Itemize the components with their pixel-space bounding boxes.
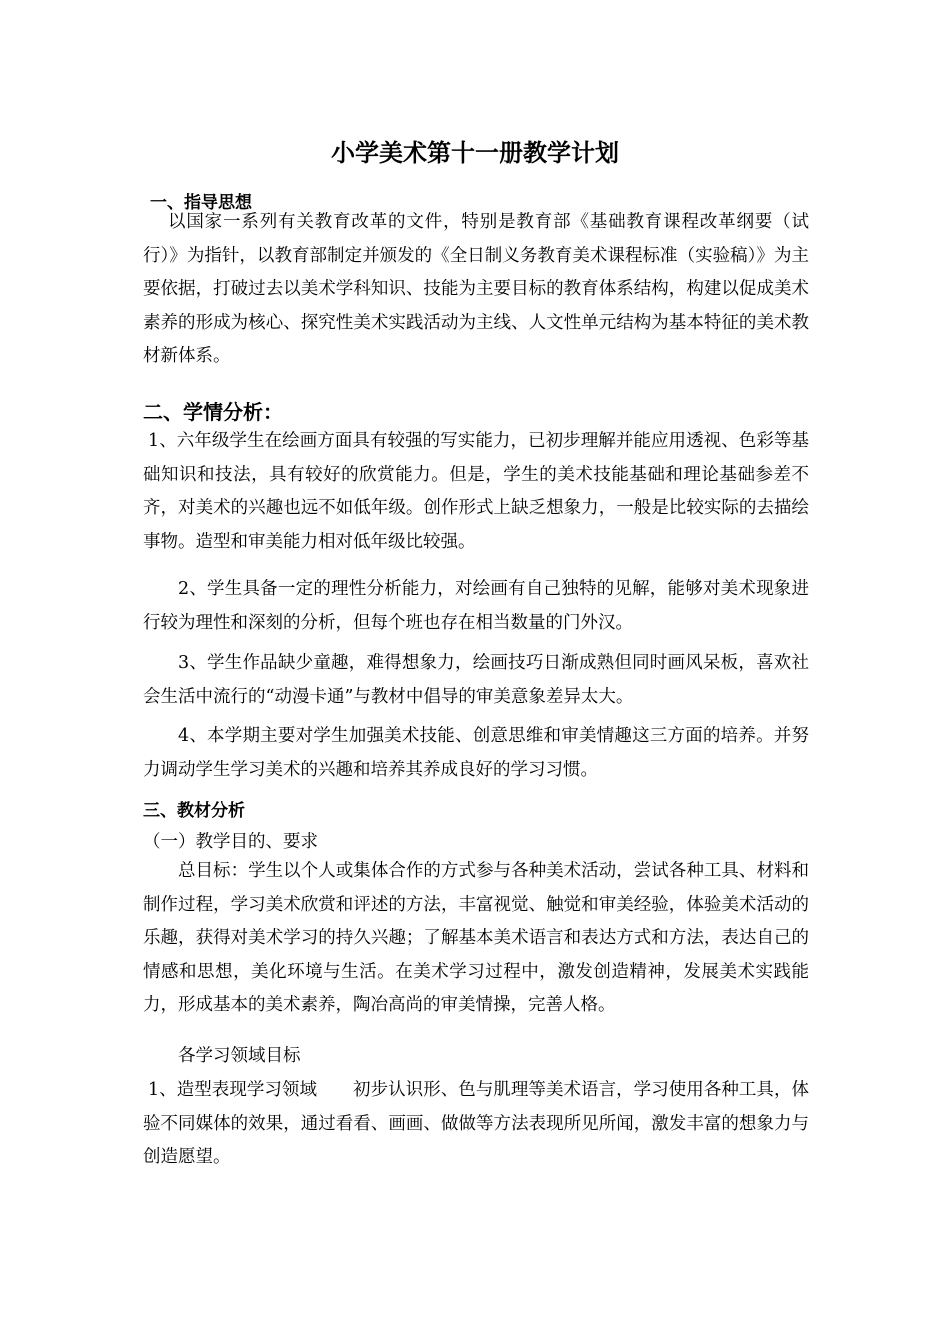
- section-heading-textbook-analysis: 三、教材分析: [143, 801, 245, 821]
- document-title: 小学美术第十一册教学计划: [331, 139, 619, 167]
- domain-1-paragraph: [143, 1074, 809, 1175]
- student-analysis-item-2: 2、学生具备一定的理性分析能力，对绘画有自己独特的见解，能够对美术现象进行较为理性和深刻的分析，但每个班也存在相当数量的门外汉。: [143, 579, 809, 633]
- student-analysis-item-1: 1、六年级学生在绘画方面具有较强的写实能力，已初步理解并能应用透视、色彩等基础知识和技法，具有较好的欣赏能力。但是，学生的美术技能基础和理论基础参差不齐，对美术的兴趣也远不如低年级。创作形式上缺乏想象力，一般是比较实际的去描绘事物。造型和审美能力相对低年级比较强。: [143, 431, 809, 552]
- student-analysis-item-3: 3、学生作品缺少童趣，难得想象力，绘画技巧日渐成熟但同时画风呆板，喜欢社会生活中流行的“动漫卡通”与教材中倡导的审美意象差异太大。: [143, 653, 809, 707]
- domain-1-text: 初步认识形、色与肌理等美术语言，学习使用各种工具，体验不同媒体的效果，通过看看、画画、做做等方法表现所见所闻，激发丰富的想象力与创造愿望。: [143, 1080, 809, 1167]
- section-heading-guiding-ideology: 一、指导思想: [150, 193, 252, 213]
- overall-goal-paragraph: 总目标：学生以个人或集体合作的方式参与各种美术活动，尝试各种工具、材料和制作过程，学习美术欣赏和评述的方法，丰富视觉、触觉和审美经验，体验美术活动的乐趣，获得对美术学习的持久兴趣；了解基本美术语言和表达方式和方法，表达自己的情感和思想，美化环境与生活。在美术学习过程中，激发创造精神，发展美术实践能力，形成基本的美术素养，陶冶高尚的审美情操，完善人格。: [143, 861, 809, 1015]
- guiding-ideology-paragraph: 以国家一系列有关教育改革的文件，特别是教育部《基础教育课程改革纲要（试行）》为指针，以教育部制定并颁发的《全日制义务教育美术课程标准（实验稿）》为主要依据，打破过去以美术学科知识、技能为主要目标的教育体系结构，构建以促成美术素养的形成为核心、探究性美术实践活动为主线、人文性单元结构为基本特征的美术教材新体系。: [143, 212, 809, 366]
- student-analysis-item-4: 4、本学期主要对学生加强美术技能、创意思维和审美情趣这三方面的培养。并努力调动学生学习美术的兴趣和培养其养成良好的学习习惯。: [143, 726, 809, 780]
- teaching-goals-subheading: （一）教学目的、要求: [143, 832, 318, 852]
- domain-1-label: 1、造型表现学习领域: [148, 1080, 318, 1100]
- section-heading-student-analysis: 二、学情分析：: [143, 400, 283, 424]
- domain-goals-title: 各学习领域目标: [178, 1046, 301, 1066]
